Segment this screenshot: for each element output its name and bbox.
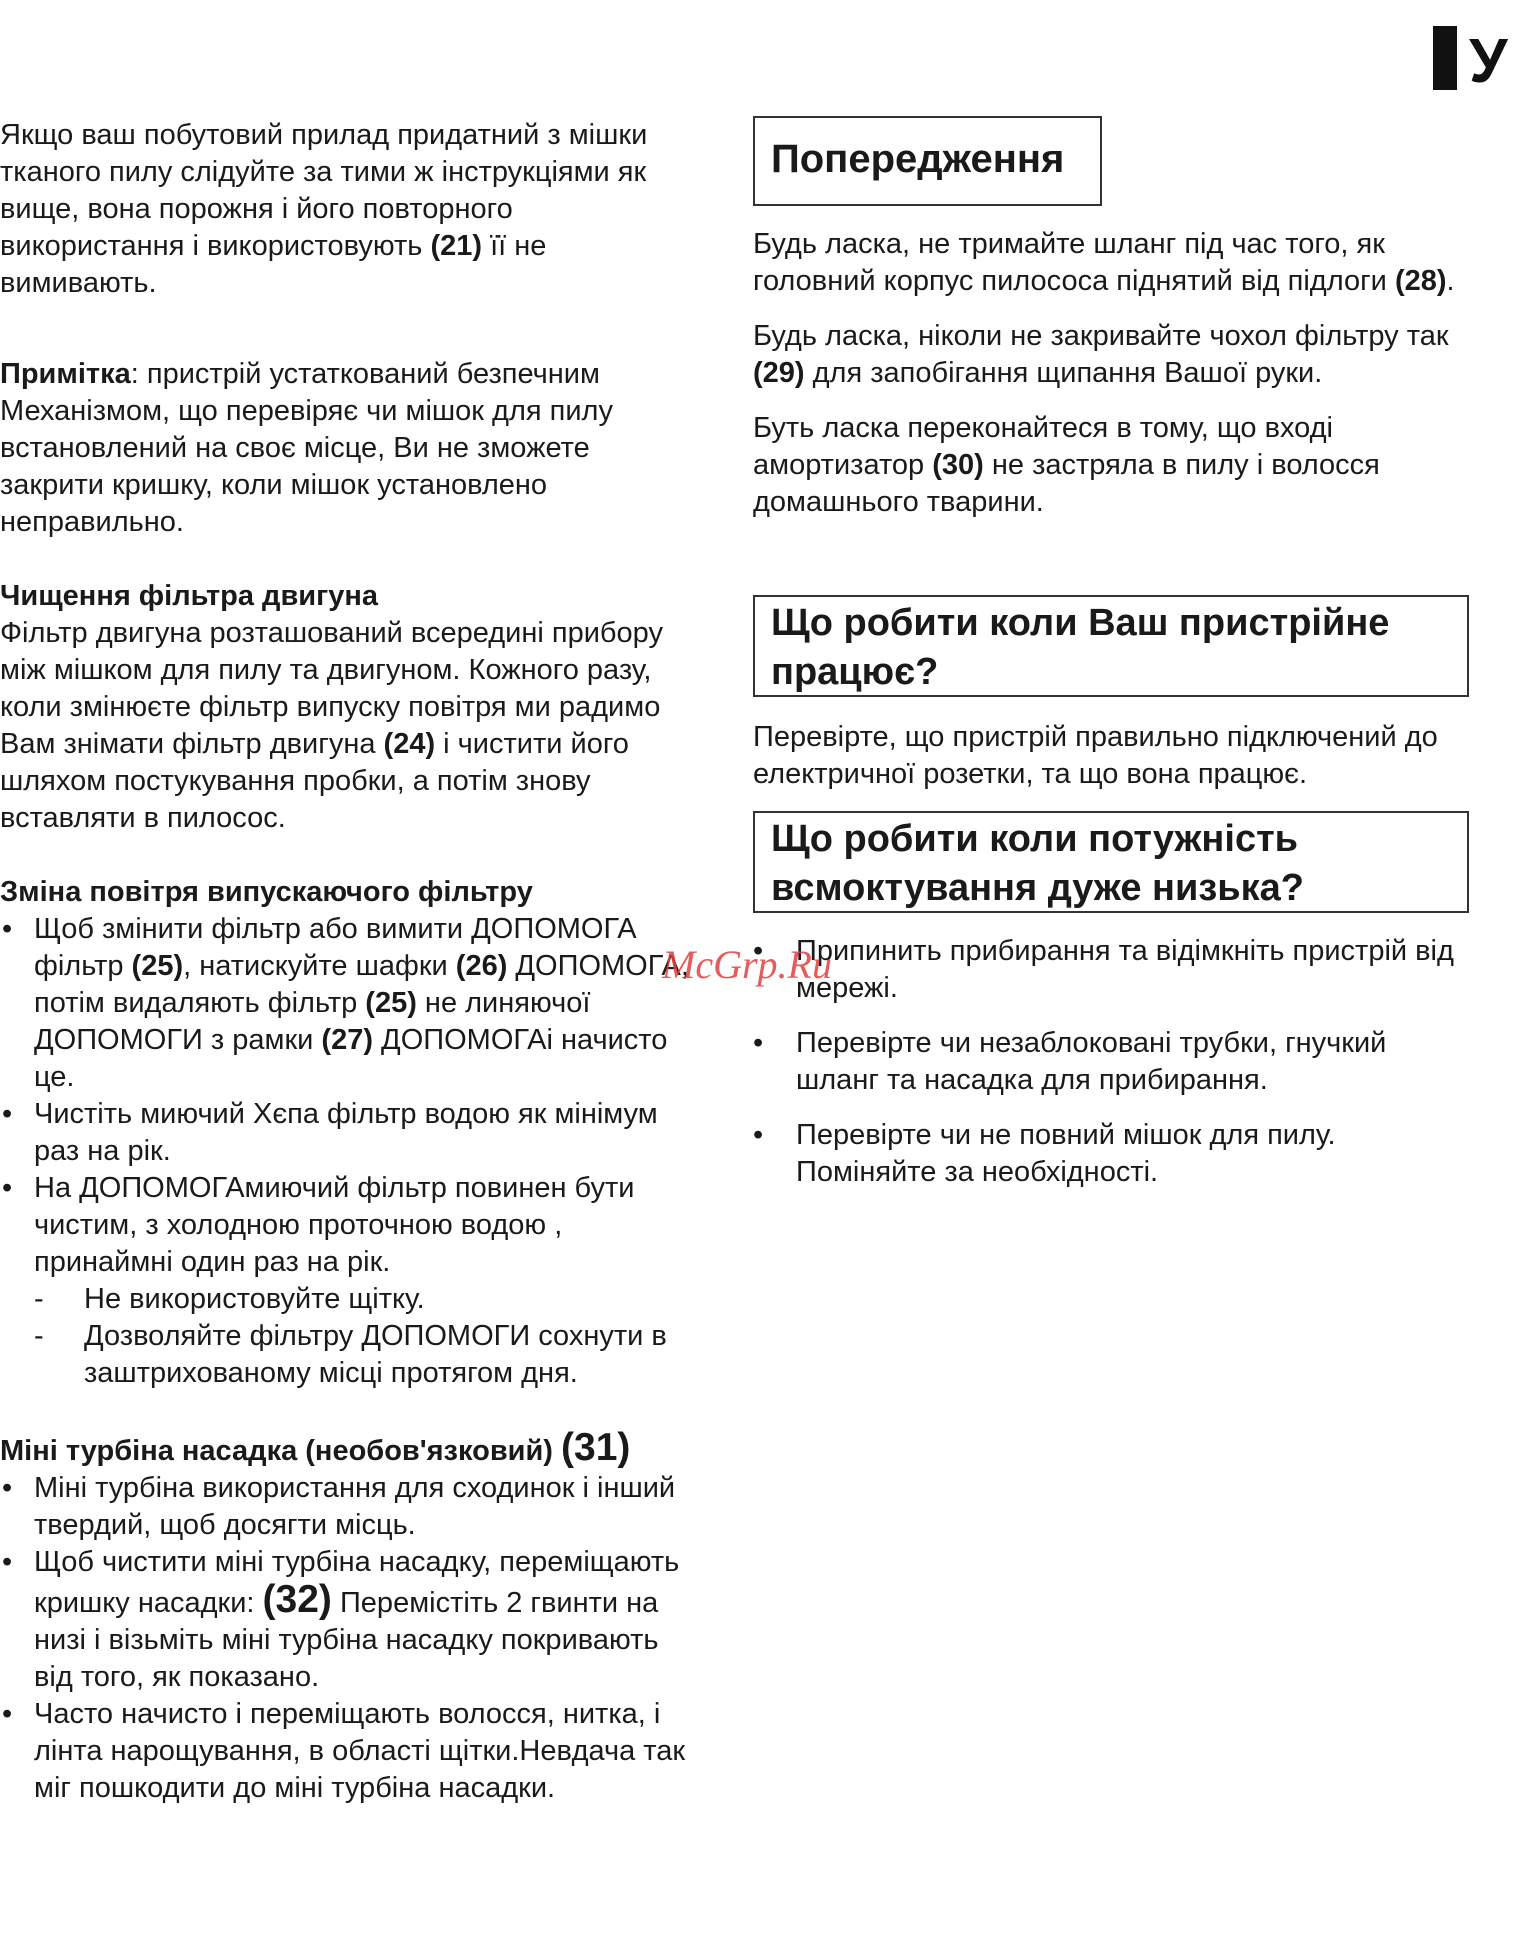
watermark: McGrp.Ru (662, 942, 832, 987)
warning-paragraph: Будь ласка, не тримайте шланг під час того, як головний корпус пилососа піднятий від підлоги (28). (753, 228, 1455, 297)
list-item: • Чистіть миючий Хєпа фільтр водою як мінімум раз на рік. (0, 1096, 700, 1170)
note-paragraph: Примітка: пристрій устаткований безпечним Механізмом, що перевіряє чи мішок для пилу встановлений на своє місце, Ви не зможете закрити кришку, коли мішок установлено неправильно. (0, 358, 613, 538)
list-item: • Щоб змінити фільтр або вимити ДОПОМОГА фільтр (25), натискуйте шафки (26) ДОПОМОГА, потім видаляють фільтр (25) не линяючої ДОПОМОГИ з рамки (27) ДОПОМОГАі начисто це. (0, 911, 700, 1096)
low-suction-list (753, 933, 1471, 1191)
turbo-nozzle-heading: Міні турбіна насадка (необов'язковий) (31) (0, 1426, 631, 1469)
language-code: У (1469, 27, 1508, 96)
exhaust-filter-list (0, 911, 700, 1392)
sub-list-item: - Не використовуйте щітку. (34, 1281, 700, 1318)
list-item: • На ДОПОМОГАмиючий фільтр повинен бути чистим, з холодною проточною водою , принаймні один раз на рік. - Не використовуйте щітку. - Дозволяйте фільтру ДОПОМОГИ сохнути в заштрихованому місці протягом дня. (0, 1170, 700, 1392)
warning-heading-box: Попередження (753, 116, 1102, 206)
warning-paragraph: Будь ласка, ніколи не закривайте чохол фільтру так (29) для запобігання щипання Вашої руки. (753, 320, 1449, 389)
turbo-figure-number: (31) (561, 1426, 631, 1469)
note-label: Примітка (0, 358, 131, 390)
sub-list-item: - Дозволяйте фільтру ДОПОМОГИ сохнути в заштрихованому місці протягом дня. (34, 1318, 700, 1392)
list-item: • Часто начисто і переміщають волосся, нитка, і лінта нарощування, в області щітки.Невдача так міг пошкодити до міні турбіна насадки. (0, 1696, 700, 1807)
troubleshoot-paragraph: Перевірте, що пристрій правильно підключений до електричної розетки, та що вона працює. (753, 721, 1438, 790)
list-item: • Перевірте чи не повний мішок для пилу. Поміняйте за необхідності. (753, 1117, 1471, 1191)
intro-paragraph: Якщо ваш побутовий прилад придатний з мішки тканого пилу слідуйте за тими ж інструкціями як вище, вона порожня і його повторного використання і використовують (21) її не вимивають. (0, 119, 648, 299)
sub-list (34, 1281, 700, 1392)
exhaust-filter-heading: Зміна повітря випускаючого фільтру (0, 876, 533, 908)
motor-filter-heading: Чищення фільтра двигуна (0, 580, 378, 612)
language-tab-bar (1433, 26, 1457, 90)
list-item: • Перевірте чи незаблоковані трубки, гнучкий шланг та насадка для прибирання. (753, 1025, 1471, 1099)
warning-paragraph: Буть ласка переконайтеся в тому, що вході амортизатор (30) не застряла в пилу і волосся домашнього тварини. (753, 412, 1380, 518)
motor-filter-paragraph: Фільтр двигуна розташований всередині прибору між мішком для пилу та двигуном. Кожного разу, коли змінюєте фільтр випуску повітря ми радимо Вам знімати фільтр двигуна (24) і чистити його шляхом постукування пробки, а потім знову вставляти в пилосос. (0, 617, 663, 834)
turbo-nozzle-list (0, 1470, 700, 1807)
list-item: • Припинить прибирання та відімкніть пристрій від мережі. (753, 933, 1471, 1007)
language-tab (1433, 26, 1508, 96)
left-column (0, 117, 700, 1807)
right-column (753, 116, 1471, 1209)
list-item: • Щоб чистити міні турбіна насадку, переміщають кришку насадки: (32) Перемістіть 2 гвинти на низі і візьміть міні турбіна насадку покривають від того, як показано. (0, 1544, 700, 1696)
list-item: • Міні турбіна використання для сходинок і інший твердий, щоб досягти місць. (0, 1470, 700, 1544)
low-suction-heading-box: Що робити коли потужність всмоктування дуже низька? (753, 811, 1469, 913)
troubleshoot-heading-box: Що робити коли Ваш пристрійне працює? (753, 595, 1469, 697)
